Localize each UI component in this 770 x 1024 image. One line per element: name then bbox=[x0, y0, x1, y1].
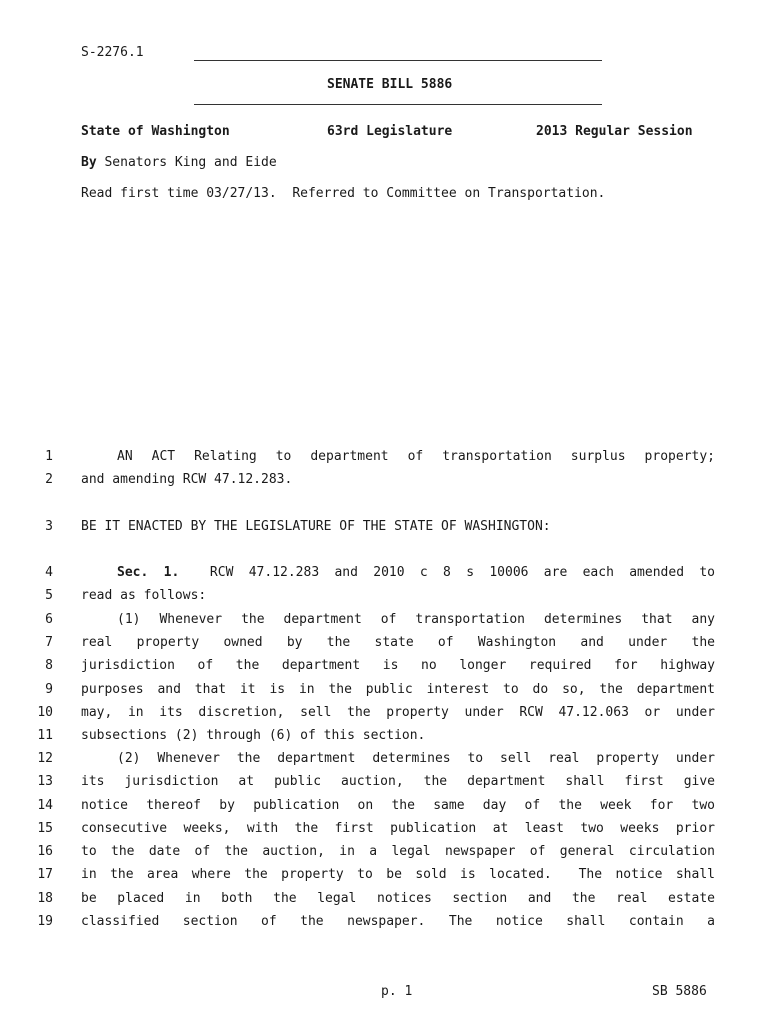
sponsor-line bbox=[81, 155, 277, 170]
line-number: 13 bbox=[37, 774, 53, 789]
body-line: jurisdiction of the department is no longer required for highway bbox=[81, 658, 715, 673]
line-number: 6 bbox=[45, 612, 53, 627]
line-number: 19 bbox=[37, 914, 53, 929]
section-label: Sec. 1. bbox=[117, 565, 180, 580]
body-line: in the area where the property to be sold is located. The notice shall bbox=[81, 867, 715, 882]
body-line: real property owned by the state of Washington and under the bbox=[81, 635, 715, 650]
line-number: 3 bbox=[45, 519, 53, 534]
line-number: 14 bbox=[37, 798, 53, 813]
header-rule-bottom bbox=[194, 104, 602, 105]
line-number: 11 bbox=[37, 728, 53, 743]
body-line: read as follows: bbox=[81, 588, 207, 603]
line-number: 18 bbox=[37, 891, 53, 906]
line-number: 7 bbox=[45, 635, 53, 650]
body-line: consecutive weeks, with the first publication at least two weeks prior bbox=[81, 821, 715, 836]
line-number: 15 bbox=[37, 821, 53, 836]
body-line: its jurisdiction at public auction, the department shall first give bbox=[81, 774, 715, 789]
line-number: 1 bbox=[45, 449, 53, 464]
line-number: 5 bbox=[45, 588, 53, 603]
bill-title: SENATE BILL 5886 bbox=[327, 77, 453, 92]
body-line: notice thereof by publication on the same day of the week for two bbox=[81, 798, 715, 813]
line-number: 12 bbox=[37, 751, 53, 766]
line-number: 10 bbox=[37, 705, 53, 720]
body-line: may, in its discretion, sell the property under RCW 47.12.063 or under bbox=[81, 705, 715, 720]
line-number: 16 bbox=[37, 844, 53, 859]
body-line: AN ACT Relating to department of transportation surplus property; bbox=[117, 449, 715, 464]
line-number: 17 bbox=[37, 867, 53, 882]
line-number: 4 bbox=[45, 565, 53, 580]
line-number: 8 bbox=[45, 658, 53, 673]
legislature-label: 63rd Legislature bbox=[327, 124, 453, 139]
line-number: 2 bbox=[45, 472, 53, 487]
page-number: p. 1 bbox=[381, 984, 413, 999]
section-heading-line: Sec. 1. RCW 47.12.283 and 2010 c 8 s 10006 are each amended to bbox=[117, 565, 715, 580]
body-line: (1) Whenever the department of transportation determines that any bbox=[117, 612, 715, 627]
line-number: 9 bbox=[45, 682, 53, 697]
body-line: (2) Whenever the department determines to sell real property under bbox=[117, 751, 715, 766]
body-line: to the date of the auction, in a legal newspaper of general circulation bbox=[81, 844, 715, 859]
state-label: State of Washington bbox=[81, 124, 230, 139]
footer-bill-ref: SB 5886 bbox=[652, 984, 707, 999]
sponsors: Senators King and Eide bbox=[104, 155, 277, 170]
body-line: subsections (2) through (6) of this section. bbox=[81, 728, 426, 743]
read-first-line: Read first time 03/27/13. Referred to Committee on Transportation. bbox=[81, 186, 606, 201]
body-line: purposes and that it is in the public interest to do so, the department bbox=[81, 682, 715, 697]
document-id: S-2276.1 bbox=[81, 45, 144, 60]
body-line: classified section of the newspaper. The notice shall contain a bbox=[81, 914, 715, 929]
body-line: be placed in both the legal notices section and the real estate bbox=[81, 891, 715, 906]
by-label: By bbox=[81, 155, 97, 170]
session-label: 2013 Regular Session bbox=[536, 124, 693, 139]
header-rule-top bbox=[194, 60, 602, 61]
enacting-clause: BE IT ENACTED BY THE LEGISLATURE OF THE STATE OF WASHINGTON: bbox=[81, 519, 551, 534]
body-line: and amending RCW 47.12.283. bbox=[81, 472, 293, 487]
